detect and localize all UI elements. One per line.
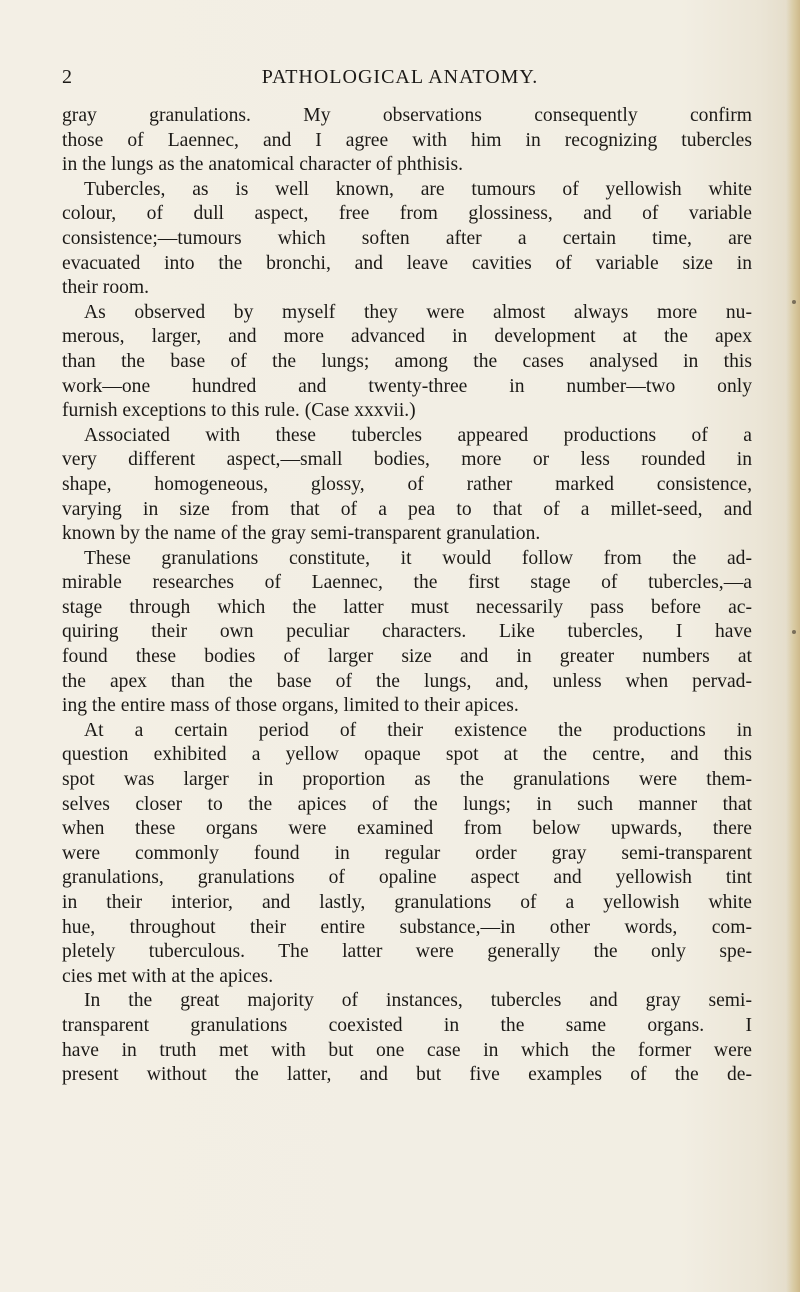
text-line: evacuated into the bronchi, and leave cavities of variable size in [62, 252, 752, 274]
page-number: 2 [62, 66, 73, 88]
text-line: very different aspect,—small bodies, more or less rounded in [62, 449, 752, 471]
text-line: known by the name of the gray semi-transparent granulation. [62, 523, 541, 545]
text-line: pletely tuberculous. The latter were generally the only spe- [62, 941, 752, 963]
body-text [62, 104, 752, 1088]
running-title: PATHOLOGICAL ANATOMY. [261, 66, 539, 88]
text-line: were commonly found in regular order gray semi-transparent [62, 842, 752, 864]
text-line: in their interior, and lastly, granulations of a yellowish white [62, 892, 752, 913]
text-line: stage through which the latter must necessarily pass before ac- [62, 596, 752, 618]
text-line: consistence;—tumours which soften after a certain time, are [62, 227, 752, 249]
text-line: As observed by myself they were almost always more nu- [84, 301, 752, 323]
text-line: gray granulations. My observations consequently confirm [62, 105, 752, 126]
text-line: work—one hundred and twenty-three in number—two only [62, 375, 752, 397]
text-line: when these organs were examined from below upwards, there [62, 818, 752, 840]
text-line: selves closer to the apices of the lungs; in such manner that [62, 793, 752, 815]
edge-speck [792, 630, 796, 634]
text-line: hue, throughout their entire substance,—in other words, com- [62, 916, 752, 938]
text-line: have in truth met with but one case in which the former were [62, 1039, 752, 1061]
text-line: question exhibited a yellow opaque spot at the centre, and this [62, 744, 752, 766]
text-line: granulations, granulations of opaline aspect and yellowish tint [62, 867, 752, 889]
text-line: their room. [62, 277, 150, 299]
text-line: in the lungs as the anatomical character of phthisis. [62, 154, 464, 176]
page-edge-shadow [786, 0, 800, 1292]
text-line: These granulations constitute, it would follow from the ad- [84, 547, 752, 569]
text-line: transparent granulations coexisted in the same organs. I [62, 1014, 752, 1036]
text-line: furnish exceptions to this rule. (Case xxxvii.) [62, 400, 416, 422]
text-line: present without the latter, and but five examples of the de- [62, 1064, 752, 1086]
text-line: Associated with these tubercles appeared productions of a [84, 424, 752, 446]
text-line: varying in size from that of a pea to that of a millet-seed, and [62, 498, 752, 520]
edge-speck [792, 300, 796, 304]
text-line: quiring their own peculiar characters. Like tubercles, I have [62, 621, 752, 643]
text-line: those of Laennec, and I agree with him in recognizing tubercles [62, 129, 752, 151]
text-line: At a certain period of their existence the productions in [84, 719, 752, 741]
text-line: found these bodies of larger size and in greater numbers at [62, 646, 752, 668]
text-line: ing the entire mass of those organs, limited to their apices. [62, 695, 519, 717]
text-line: cies met with at the apices. [62, 965, 274, 987]
text-line: In the great majority of instances, tubercles and gray semi- [84, 990, 752, 1012]
running-head [62, 66, 738, 92]
text-line: mirable researches of Laennec, the first stage of tubercles,—a [62, 572, 752, 594]
text-line: shape, homogeneous, glossy, of rather marked consistence, [62, 473, 752, 495]
text-line: colour, of dull aspect, free from glossiness, and of variable [62, 203, 752, 225]
text-line: spot was larger in proportion as the granulations were them- [62, 769, 752, 791]
text-line: than the base of the lungs; among the cases analysed in this [62, 350, 752, 372]
text-line: the apex than the base of the lungs, and, unless when pervad- [62, 670, 752, 692]
text-line: Tubercles, as is well known, are tumours of yellowish white [84, 178, 752, 200]
text-line: merous, larger, and more advanced in development at the apex [62, 326, 752, 348]
